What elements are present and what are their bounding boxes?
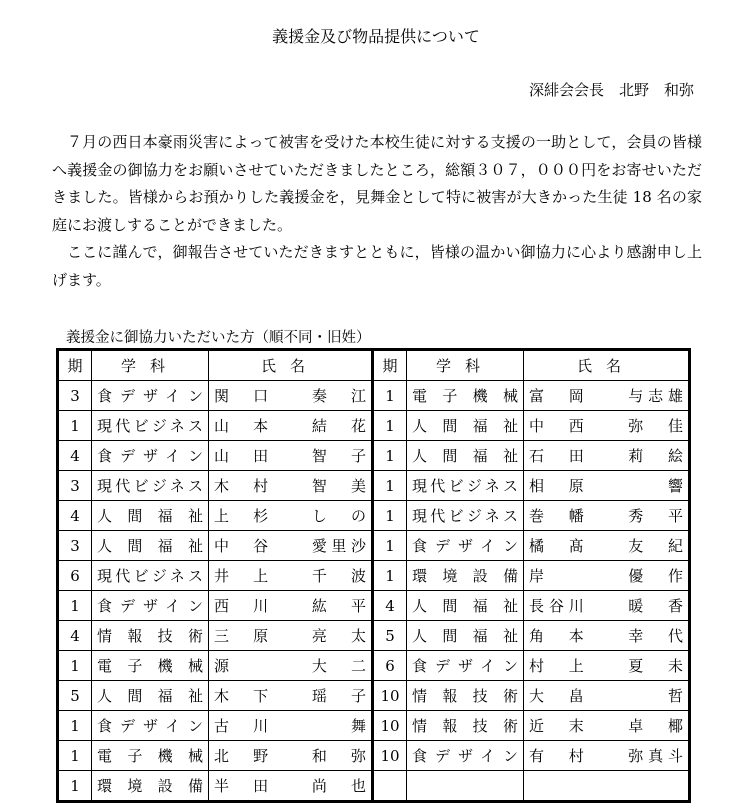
cell-term: 10 <box>373 741 407 771</box>
cell-term: 5 <box>373 621 407 651</box>
header-term: 期 <box>58 350 92 381</box>
cell-term: 10 <box>373 711 407 741</box>
header-name: 氏名 <box>524 350 690 381</box>
cell-term: 4 <box>58 621 92 651</box>
cell-name: 半 田 尚 也 <box>209 771 373 802</box>
cell-department: 人間福祉 <box>92 501 209 531</box>
header-department: 学科 <box>92 350 209 381</box>
cell-name: 石 田 莉 絵 <box>524 441 690 471</box>
table-row <box>58 591 690 621</box>
cell-department: 現代ビジネス <box>407 501 524 531</box>
cell-name: 岸 優 作 <box>524 561 690 591</box>
cell-term: 4 <box>373 591 407 621</box>
table-row <box>58 381 690 411</box>
cell-term: 1 <box>58 741 92 771</box>
cell-name: 山 田 智 子 <box>209 441 373 471</box>
cell-name: 上 杉 し の <box>209 501 373 531</box>
cell-department: 電子機械 <box>407 381 524 411</box>
cell-term: 1 <box>373 501 407 531</box>
cell-department: 食デザイン <box>92 711 209 741</box>
table-row <box>58 531 690 561</box>
cell-term <box>373 771 407 802</box>
table-row <box>58 711 690 741</box>
cell-department: 人間福祉 <box>92 531 209 561</box>
cell-term: 1 <box>58 771 92 802</box>
cell-name: 村 上 夏 未 <box>524 651 690 681</box>
cell-term: 1 <box>58 651 92 681</box>
cell-department: 現代ビジネス <box>407 471 524 501</box>
cell-department: 現代ビジネス <box>92 471 209 501</box>
cell-term: 3 <box>58 531 92 561</box>
table-body <box>58 381 690 802</box>
cell-name: 橘 髙 友 紀 <box>524 531 690 561</box>
cell-term: 10 <box>373 681 407 711</box>
cell-term: 4 <box>58 501 92 531</box>
cell-name: 北 野 和 弥 <box>209 741 373 771</box>
table-row <box>58 771 690 802</box>
donor-table-wrapper <box>56 348 688 795</box>
cell-department <box>407 771 524 802</box>
cell-department: 電子機械 <box>92 651 209 681</box>
cell-term: 3 <box>58 381 92 411</box>
cell-department: 人間福祉 <box>407 441 524 471</box>
cell-term: 1 <box>373 381 407 411</box>
table-row <box>58 681 690 711</box>
cell-department: 食デザイン <box>92 591 209 621</box>
cell-name: 近 末 卓 椰 <box>524 711 690 741</box>
cell-name: 富 岡 与志雄 <box>524 381 690 411</box>
cell-name: 西 川 紘 平 <box>209 591 373 621</box>
document-body <box>52 129 702 294</box>
cell-term: 3 <box>58 471 92 501</box>
cell-department: 情報技術 <box>407 681 524 711</box>
cell-name: 中 谷 愛里沙 <box>209 531 373 561</box>
table-row <box>58 621 690 651</box>
table-row <box>58 741 690 771</box>
cell-department: 環境設備 <box>407 561 524 591</box>
cell-department: 人間福祉 <box>407 411 524 441</box>
table-header-row <box>58 350 690 381</box>
cell-department: 食デザイン <box>92 441 209 471</box>
cell-term: 5 <box>58 681 92 711</box>
cell-term: 1 <box>373 561 407 591</box>
cell-name: 山 本 結 花 <box>209 411 373 441</box>
cell-name: 木 下 瑶 子 <box>209 681 373 711</box>
cell-department: 情報技術 <box>92 621 209 651</box>
body-paragraph-2: ここに謹んで，御報告させていただきますとともに，皆様の温かい御協力に心より感謝申し上げます。 <box>52 243 702 289</box>
cell-name: 井 上 千 波 <box>209 561 373 591</box>
document-title: 義援金及び物品提供について <box>272 27 480 46</box>
cell-name <box>524 771 690 802</box>
cell-name: 角 本 幸 代 <box>524 621 690 651</box>
cell-name: 相 原 響 <box>524 471 690 501</box>
cell-department: 食デザイン <box>407 531 524 561</box>
cell-name: 三 原 亮 太 <box>209 621 373 651</box>
cell-department: 情報技術 <box>407 711 524 741</box>
cell-term: 6 <box>373 651 407 681</box>
table-row <box>58 471 690 501</box>
cell-name: 大 畠 哲 <box>524 681 690 711</box>
cell-name: 中 西 弥 佳 <box>524 411 690 441</box>
cell-department: 食デザイン <box>407 741 524 771</box>
body-paragraph-1: ７月の西日本豪雨災害によって被害を受けた本校生徒に対する支援の一助として，会員の皆様へ義援金の御協力をお願いさせていただきましたところ，総額３０７，０００円をお寄せいただきました。皆様からお預かりした義援金を，見舞金として特に被害が大きかった生徒 18 名の家庭にお渡しすることができました。 <box>52 133 702 234</box>
header-name: 氏名 <box>209 350 373 381</box>
cell-term: 1 <box>58 411 92 441</box>
cell-department: 食デザイン <box>92 381 209 411</box>
cell-term: 1 <box>58 591 92 621</box>
cell-term: 1 <box>373 531 407 561</box>
header-department: 学科 <box>407 350 524 381</box>
cell-name: 有 村 弥真斗 <box>524 741 690 771</box>
cell-department: 食デザイン <box>407 651 524 681</box>
cell-term: 1 <box>373 471 407 501</box>
cell-name: 関 口 奏 江 <box>209 381 373 411</box>
cell-department: 電子機械 <box>92 741 209 771</box>
cell-name: 源 大 二 <box>209 651 373 681</box>
table-row <box>58 651 690 681</box>
author-line: 深緋会会長 北野 和弥 <box>528 81 694 99</box>
cell-department: 人間福祉 <box>407 591 524 621</box>
cell-term: 6 <box>58 561 92 591</box>
cell-term: 4 <box>58 441 92 471</box>
cell-name: 長谷川 暖 香 <box>524 591 690 621</box>
cell-department: 現代ビジネス <box>92 411 209 441</box>
table-row <box>58 501 690 531</box>
cell-term: 1 <box>373 411 407 441</box>
cell-name: 木 村 智 美 <box>209 471 373 501</box>
table-row <box>58 411 690 441</box>
table-row <box>58 561 690 591</box>
header-term: 期 <box>373 350 407 381</box>
table-caption: 義援金に御協力いただいた方（順不同・旧姓） <box>66 330 371 346</box>
cell-department: 人間福祉 <box>407 621 524 651</box>
cell-term: 1 <box>58 711 92 741</box>
cell-name: 古 川 舞 <box>209 711 373 741</box>
table-row <box>58 441 690 471</box>
cell-department: 環境設備 <box>92 771 209 802</box>
cell-term: 1 <box>373 441 407 471</box>
cell-department: 現代ビジネス <box>92 561 209 591</box>
donor-table <box>56 348 691 803</box>
cell-name: 巻 幡 秀 平 <box>524 501 690 531</box>
cell-department: 人間福祉 <box>92 681 209 711</box>
